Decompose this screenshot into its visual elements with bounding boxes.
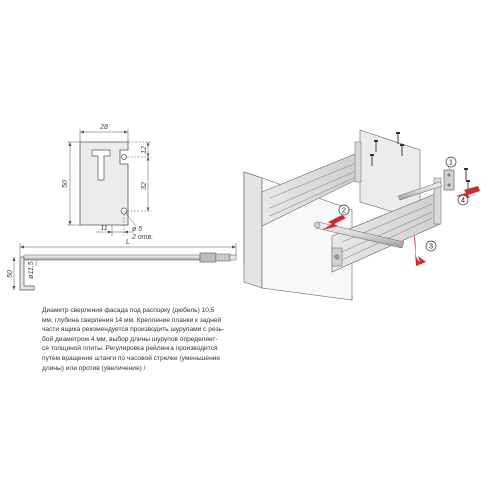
bracket-drawing (62, 124, 153, 241)
step-1-label: 1 (448, 157, 454, 167)
step-2-label: 2 (341, 205, 347, 215)
caption-line: путем вращения штанги по часовой стрелке (уменьшение (42, 354, 221, 362)
arrow-step-3 (414, 234, 426, 266)
rod-length-label: L (126, 239, 130, 246)
bracket-width-label: 28 (100, 124, 108, 131)
step-4-label: 4 (460, 195, 466, 205)
rod-tube (24, 255, 200, 260)
caption-line: длины) или против (увеличение) / (42, 364, 146, 372)
rod-end-fitting (200, 253, 216, 262)
hole-diameter-label: ø 5 (132, 226, 143, 233)
step-3-label: 3 (428, 241, 434, 251)
bracket-hole-offset-label: 11 (100, 225, 108, 232)
bracket-top-offset-label: 12 (141, 146, 148, 154)
caption-line: части ящика рекомендуется производить шурупами с резь- (42, 326, 225, 334)
bracket-hole-top (122, 155, 127, 160)
drawer-assembly (244, 130, 470, 300)
bracket-height-label: 50 (62, 180, 69, 188)
caption-line: мм, глубина сверления 14 мм. Крепление планки к задней (42, 316, 222, 324)
rod-height-label: 50 (7, 270, 14, 278)
instruction-caption (42, 306, 304, 373)
caption-line: ся толщиной плиты. Регулировка рейлинга производится (42, 345, 218, 353)
caption-line: бой диаметром 4 мм, выбор длины шурупов определяет- (42, 335, 218, 343)
rod-drawing (7, 239, 236, 290)
hole-count-label: 2 отв. (132, 234, 154, 241)
rod-diameter-label: ø11,5 (28, 261, 35, 279)
caption-line: Диаметр сверления фасада под распорку (дюбель) 10,5 (42, 307, 215, 314)
bracket-hole-spacing-label: 32 (141, 182, 148, 190)
rear-bracket (444, 170, 454, 190)
